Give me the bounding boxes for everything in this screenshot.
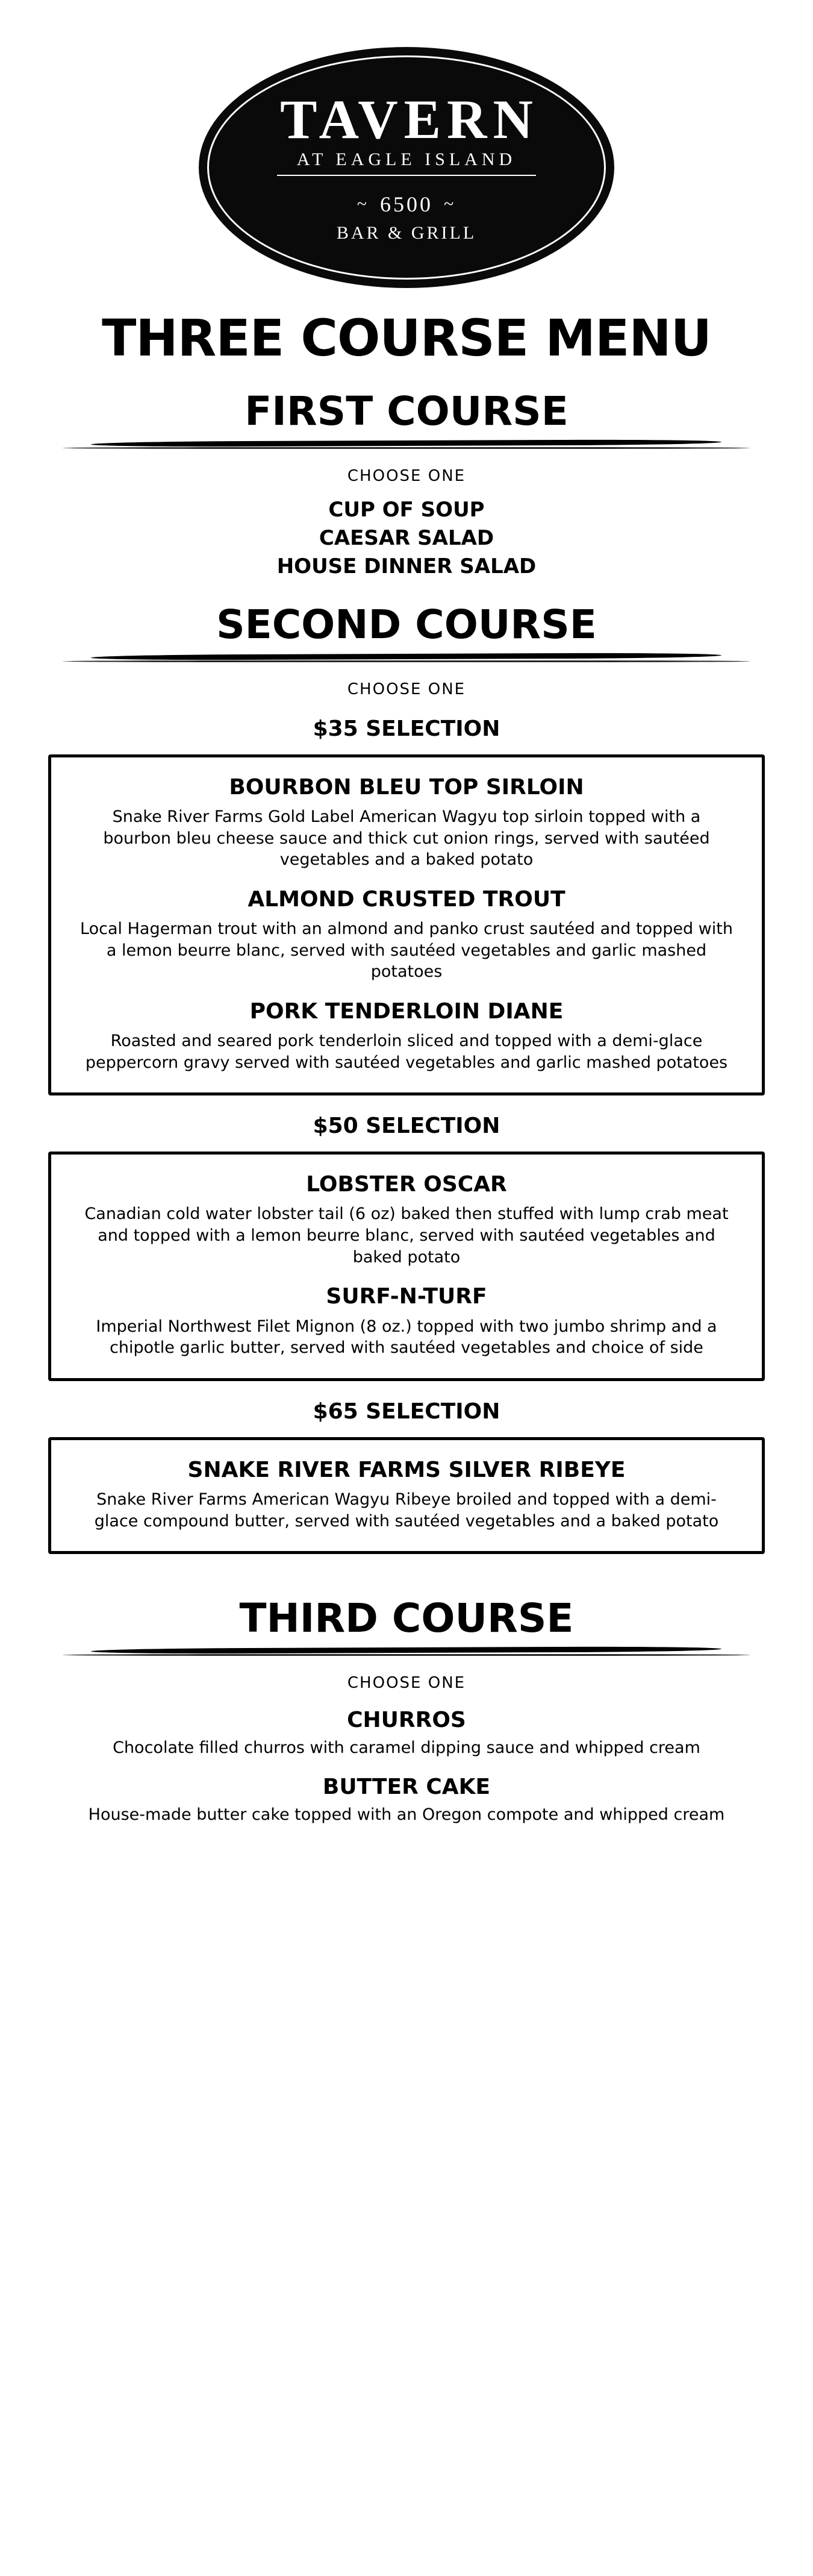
restaurant-logo: [0, 0, 813, 288]
list-item: CUP OF SOUP: [328, 498, 485, 522]
dish-name: SNAKE RIVER FARMS SILVER RIBEYE: [187, 1457, 626, 1482]
dish-name: SURF-N-TURF: [326, 1284, 487, 1309]
dish-item: [78, 886, 735, 983]
dish-item: [78, 1283, 735, 1358]
logo-tilde-left-icon: ~: [357, 194, 369, 214]
first-course-choose-label: CHOOSE ONE: [347, 467, 466, 485]
selection-price-35: $35 SELECTION: [313, 716, 500, 741]
second-course-heading: SECOND COURSE: [216, 601, 597, 648]
first-course-list: [0, 496, 813, 581]
dessert-name: BUTTER CAKE: [322, 1774, 491, 1799]
list-item: CAESAR SALAD: [319, 525, 494, 550]
logo-number-row: [357, 192, 456, 217]
selection-price-50: $50 SELECTION: [313, 1114, 500, 1139]
dish-name: ALMOND CRUSTED TROUT: [248, 886, 565, 912]
selection-price-65: $65 SELECTION: [313, 1399, 500, 1424]
logo-badge: [199, 47, 614, 288]
dessert-description: Chocolate filled churros with caramel dipping sauce and whipped cream: [113, 1738, 700, 1758]
selection-box-35: [48, 754, 765, 1096]
dish-name: BOURBON BLEU TOP SIRLOIN: [229, 774, 584, 800]
second-course-choose-label: CHOOSE ONE: [347, 680, 466, 698]
dish-item: [78, 774, 735, 871]
logo-location: AT EAGLE ISLAND: [296, 149, 517, 169]
dish-name: LOBSTER OSCAR: [306, 1172, 507, 1197]
dish-description: Snake River Farms Gold Label American Wagyu top sirloin topped with a bourbon bleu cheese sauce and thick cut onion rings, served with sautéed vegetables and a baked potato: [103, 807, 710, 870]
third-course-heading: THIRD COURSE: [239, 1595, 574, 1642]
page-title: THREE COURSE MENU: [102, 309, 711, 368]
logo-tilde-right-icon: ~: [444, 194, 456, 214]
logo-divider: [277, 175, 536, 176]
logo-restaurant-name: TAVERN: [280, 89, 539, 150]
dish-name: PORK TENDERLOIN DIANE: [249, 998, 564, 1024]
dish-description: Local Hagerman trout with an almond and panko crust sautéed and topped with a lemon beurre blanc, served with sautéed vegetables and garlic mashed potatoes: [80, 919, 733, 982]
first-course-heading: FIRST COURSE: [245, 388, 568, 434]
brush-divider-second: [48, 651, 765, 667]
dessert-item: [0, 1775, 813, 1826]
dessert-item: [0, 1708, 813, 1759]
selection-box-50: [48, 1152, 765, 1381]
dessert-description: House-made butter cake topped with an Oregon compote and whipped cream: [88, 1805, 725, 1824]
dessert-name: CHURROS: [347, 1708, 466, 1733]
brush-divider-third: [48, 1645, 765, 1661]
dish-description: Roasted and seared pork tenderloin sliced and topped with a demi-glace peppercorn gravy served with sautéed vegetables and garlic mashed potatoes: [85, 1032, 728, 1072]
dish-item: [78, 1171, 735, 1268]
dish-item: [78, 1457, 735, 1532]
dish-item: [78, 998, 735, 1073]
logo-number: 6500: [380, 192, 433, 216]
dish-description: Snake River Farms American Wagyu Ribeye broiled and topped with a demi-glace compound butter, served with sautéed vegetables and a baked potato: [94, 1490, 719, 1531]
dish-description: Canadian cold water lobster tail (6 oz) baked then stuffed with lump crab meat and topped with a lemon beurre blanc, served with sautéed vegetables and baked potato: [84, 1205, 729, 1267]
selection-box-65: [48, 1437, 765, 1554]
third-course-choose-label: CHOOSE ONE: [347, 1674, 466, 1693]
brush-divider-first: [48, 438, 765, 454]
dish-description: Imperial Northwest Filet Mignon (8 oz.) topped with two jumbo shrimp and a chipotle garlic butter, served with sautéed vegetables and choice of side: [96, 1317, 717, 1358]
logo-tagline: BAR & GRILL: [336, 223, 477, 243]
list-item: HOUSE DINNER SALAD: [276, 554, 537, 578]
